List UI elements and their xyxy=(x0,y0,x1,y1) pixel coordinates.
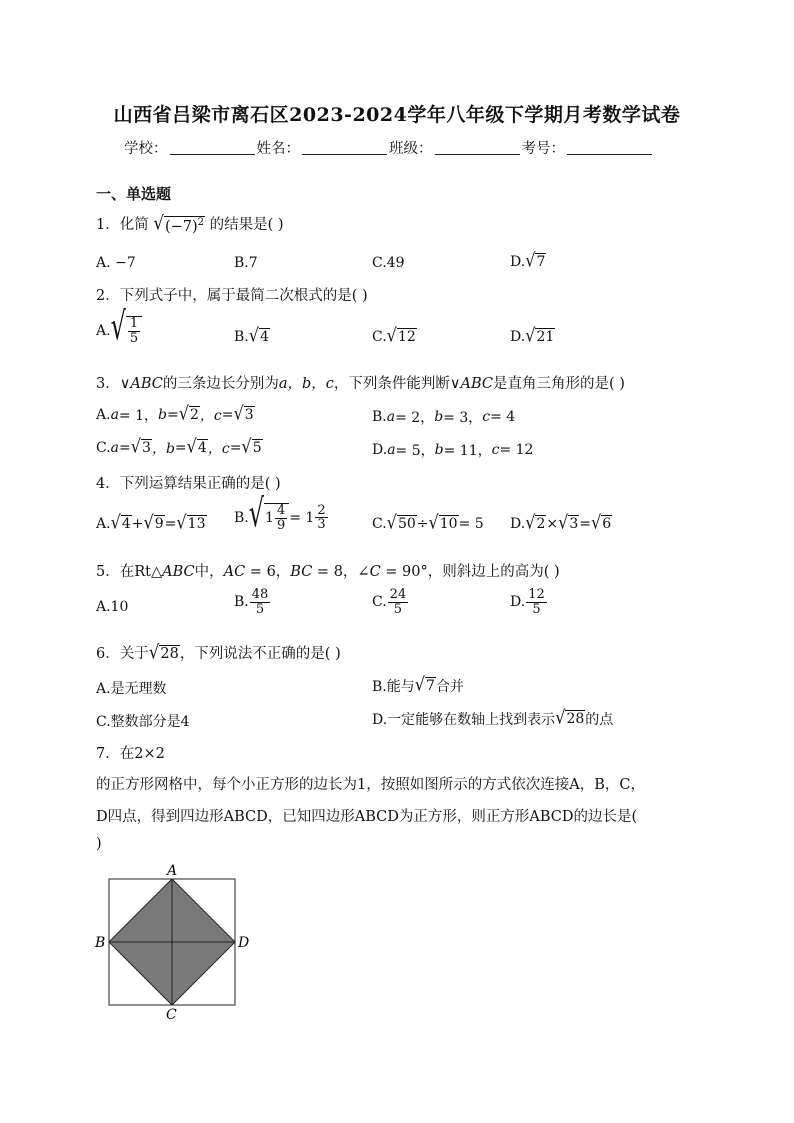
q3-option-b[interactable] xyxy=(372,407,515,427)
q3-b-var-c: c xyxy=(482,409,491,425)
q6-d-radicand: 28 xyxy=(566,711,585,728)
q1-suffix: 的结果是( ) xyxy=(209,217,284,233)
q2-d-radicand: 21 xyxy=(536,329,555,345)
q2-b-prefix: B. xyxy=(234,328,249,345)
q3-b-val-a: = 2， xyxy=(395,410,435,426)
q5-option-c[interactable] xyxy=(372,588,409,616)
q3-mid2: ，下列条件能判断∨ xyxy=(333,376,461,392)
q1-d-prefix: D. xyxy=(510,253,526,270)
question-5 xyxy=(96,560,560,581)
q3-a-radical-c: √ 3 xyxy=(233,402,254,425)
q5-suffix: = 90°，则斜边上的高为( ) xyxy=(380,564,560,580)
q4-c-prefix: C. xyxy=(372,515,387,532)
q3-a-radicand-b: 2 xyxy=(189,407,199,424)
q4-d-radicand-3: 6 xyxy=(602,516,612,532)
q4-b-result-numerator: 2 xyxy=(317,502,326,518)
q2-b-radical: √ 4 xyxy=(248,324,269,347)
q3-triangle-1: ABC xyxy=(130,376,163,392)
q4-d-prefix: D. xyxy=(510,515,526,532)
class-label: 班级： xyxy=(389,141,433,157)
q1-option-a[interactable]: A. −7 xyxy=(96,255,136,271)
q4-d-radical-3: √ 6 xyxy=(591,511,612,534)
q4-option-b[interactable] xyxy=(234,491,329,536)
q4-d-radical-2: √ 3 xyxy=(558,511,579,534)
number-blank[interactable] xyxy=(567,140,652,155)
question-7-line-1: 7．在2×2 xyxy=(96,746,165,762)
q2-c-radicand: 12 xyxy=(397,329,416,345)
question-4: 4．下列运算结果正确的是( ) xyxy=(96,476,281,492)
q3-mid: 的三条边长分别为 xyxy=(162,376,279,392)
q4-d-times: × xyxy=(546,515,559,532)
q3-option-d[interactable] xyxy=(372,440,533,460)
q3-d-val-c: = 12 xyxy=(499,442,534,458)
q4-b-whole: 1 xyxy=(265,510,274,527)
q5-ac: AC xyxy=(223,564,246,580)
q3-c-eq-a: = xyxy=(119,440,131,456)
q2-c-radical: √ 12 xyxy=(386,324,416,347)
q5-c-numerator: 24 xyxy=(389,587,407,602)
question-2: 2．下列式子中，属于最简二次根式的是( ) xyxy=(96,288,368,304)
q6-radical: √ 28 xyxy=(148,641,179,664)
q4-d-radical-1: √ 2 xyxy=(525,511,546,534)
q3-a-var-b: b xyxy=(158,407,167,423)
q4-a-radical-3: √ 13 xyxy=(176,511,206,534)
q5-bc: BC xyxy=(290,564,313,580)
q4-c-div: ÷ xyxy=(416,515,429,532)
q3-a-eq-c: = xyxy=(221,407,234,423)
q2-option-b[interactable] xyxy=(234,324,270,347)
q6-prefix: 6．关于 xyxy=(96,646,149,662)
name-blank[interactable] xyxy=(302,140,387,155)
name-label: 姓名： xyxy=(256,141,300,157)
q5-bc-val: = 8，∠ xyxy=(312,564,370,580)
q5-option-d[interactable] xyxy=(510,588,548,616)
q4-c-radical-2: √ 10 xyxy=(428,511,458,534)
q6-option-c[interactable]: C.整数部分是4 xyxy=(96,714,190,730)
q4-d-eq: = xyxy=(579,515,592,532)
q4-a-plus: + xyxy=(131,515,144,532)
q3-a-var-c: ，c xyxy=(199,408,222,424)
q3-b-var-b: b xyxy=(434,409,444,425)
q3-b-val-b: = 3， xyxy=(443,410,483,426)
page-title: 山西省吕梁市离石区2023-2024学年八年级下学期月考数学试卷 xyxy=(113,104,681,126)
q1-exponent: 2 xyxy=(197,217,205,228)
q6-suffix: ，下列说法不正确的是( ) xyxy=(179,646,341,662)
q1-radicand: (−7) xyxy=(164,218,198,235)
q3-prefix: 3．∨ xyxy=(96,376,131,392)
q4-a-prefix: A. xyxy=(96,515,111,532)
q3-c-var-a: a xyxy=(110,440,120,456)
q4-a-eq: = xyxy=(164,515,177,532)
question-1 xyxy=(96,213,284,236)
q3-a-val-a: = 1， xyxy=(118,408,159,424)
q3-c-radical-c: √ 5 xyxy=(241,435,262,458)
q4-a-radical-1: √ 4 xyxy=(110,511,131,534)
q5-mid: 中， xyxy=(194,564,224,580)
q4-b-denominator: 9 xyxy=(276,517,286,533)
q6-option-a[interactable]: A.是无理数 xyxy=(96,681,167,697)
q4-b-numerator: 4 xyxy=(276,503,286,518)
q2-a-denominator: 5 xyxy=(129,330,139,346)
q3-d-var-a: a xyxy=(387,442,396,458)
q3-c-eq-c: = xyxy=(229,440,242,456)
q6-radicand: 28 xyxy=(160,646,179,662)
school-blank[interactable] xyxy=(170,140,255,155)
q4-c-radical-1: √ 50 xyxy=(386,511,416,534)
q3-c-radical-b: √ 4 xyxy=(186,435,207,458)
class-blank[interactable] xyxy=(435,140,520,155)
q4-b-result-denominator: 3 xyxy=(317,517,326,533)
q4-a-radical-2: √ 9 xyxy=(143,511,164,534)
q3-a-prefix: A. xyxy=(96,407,111,423)
q2-option-d[interactable] xyxy=(510,324,555,347)
q3-b-val-c: = 4 xyxy=(490,409,516,425)
q2-a-prefix: A. xyxy=(96,322,111,339)
q5-triangle: ABC xyxy=(162,564,195,580)
q5-prefix: 5．在Rt△ xyxy=(96,564,163,580)
q4-d-radicand-2: 3 xyxy=(569,516,579,532)
q5-b-numerator: 48 xyxy=(251,587,269,602)
q1-radical: √ $(-7)^2$ xyxy=(153,212,205,235)
q3-triangle-2: ABC xyxy=(460,376,494,392)
q4-option-c[interactable] xyxy=(372,511,484,534)
q4-d-radicand-1: 2 xyxy=(536,516,546,532)
q5-ac-val: = 6， xyxy=(245,564,291,580)
q1-option-d[interactable] xyxy=(510,249,546,272)
q2-c-prefix: C. xyxy=(372,328,387,345)
q6-b-prefix: B.能与 xyxy=(372,679,415,695)
q6-b-radical: √ 7 xyxy=(414,673,435,696)
q5-angle-c: C xyxy=(369,564,381,580)
q2-option-a[interactable] xyxy=(96,304,142,349)
q6-option-d[interactable] xyxy=(372,706,614,729)
section-heading: 一、单选题 xyxy=(96,185,172,203)
q3-d-prefix: D. xyxy=(372,442,388,458)
q2-d-radical: √ 21 xyxy=(525,324,555,347)
q5-d-numerator: 12 xyxy=(528,587,545,602)
question-3 xyxy=(96,372,625,393)
student-info-row xyxy=(124,137,654,158)
q3-option-c[interactable] xyxy=(96,435,263,458)
question-7-line-4: ) xyxy=(96,836,102,852)
q3-option-a[interactable] xyxy=(96,402,255,425)
question-7-line-2: 的正方形网格中，每个小正方形的边长为1，按照如图所示的方式依次连接A，B，C， xyxy=(96,777,645,793)
q6-d-radical: √ 28 xyxy=(555,706,585,729)
question-7-line-3: D四点，得到四边形ABCD，已知四边形ABCD为正方形，则正方形ABCD的边长是( xyxy=(96,809,638,825)
q3-a-eq-b: = xyxy=(166,407,179,423)
square-grid-figure xyxy=(90,862,260,1024)
q5-c-denominator: 5 xyxy=(393,601,403,617)
q4-a-radicand-1: 4 xyxy=(121,516,131,532)
q2-option-c[interactable] xyxy=(372,324,417,347)
q4-option-d[interactable] xyxy=(510,511,612,534)
q6-d-suffix: 的点 xyxy=(585,712,614,728)
q4-c-radicand-1: 50 xyxy=(397,516,416,532)
q3-a-radicand-c: 3 xyxy=(244,407,254,424)
q3-c-radicand-c: 5 xyxy=(252,440,262,457)
q6-b-suffix: 合并 xyxy=(435,679,464,695)
q5-c-prefix: C. xyxy=(372,594,387,611)
q3-sides: a，b，c xyxy=(278,376,334,392)
q4-option-a[interactable] xyxy=(96,511,207,534)
q4-c-eq: = 5 xyxy=(458,515,484,532)
vertex-label-d: D xyxy=(238,935,250,951)
q6-d-prefix: D.一定能够在数轴上找到表示 xyxy=(372,712,556,728)
q2-a-radical: √ $\frac{1}{5}$ xyxy=(111,316,143,345)
q2-d-prefix: D. xyxy=(510,328,526,345)
q3-d-var-c: c xyxy=(491,442,500,458)
vertex-label-c: C xyxy=(166,1007,177,1023)
q5-option-a[interactable]: A.10 xyxy=(96,599,129,615)
q4-b-prefix: B. xyxy=(234,509,249,526)
q2-a-numerator: 1 xyxy=(129,316,139,331)
q3-b-var-a: a xyxy=(386,409,396,425)
q4-a-radicand-3: 13 xyxy=(187,516,206,532)
q4-a-radicand-2: 9 xyxy=(154,516,164,532)
q3-c-var-c: ，c xyxy=(207,441,230,457)
school-label: 学校： xyxy=(124,141,168,157)
q1-prefix: 1．化简 xyxy=(96,217,149,233)
vertex-label-a: A xyxy=(167,863,178,879)
q3-c-eq-b: = xyxy=(174,440,187,456)
q4-c-radicand-2: 10 xyxy=(439,516,458,532)
q3-c-radicand-a: 3 xyxy=(142,440,151,457)
q1-option-b[interactable]: B.7 xyxy=(234,255,258,271)
q3-d-val-b: = 11， xyxy=(443,443,492,459)
q1-d-radicand: 7 xyxy=(536,254,546,270)
q3-a-var-a: a xyxy=(110,407,119,423)
q2-b-radicand: 4 xyxy=(260,329,269,345)
vertex-label-b: B xyxy=(95,935,106,951)
q3-d-var-b: b xyxy=(434,442,444,458)
q5-b-prefix: B. xyxy=(234,594,249,611)
q3-a-radical-b: √ 2 xyxy=(178,402,199,425)
q4-b-radical: √ 1 $\frac{4}{9}$ xyxy=(249,503,290,532)
q3-b-prefix: B. xyxy=(372,409,387,425)
q3-c-var-b: ，b xyxy=(151,441,175,457)
q3-d-val-a: = 5， xyxy=(395,443,435,459)
q1-option-c[interactable]: C.49 xyxy=(372,255,405,271)
q1-d-radical: √ 7 xyxy=(525,249,546,272)
question-6 xyxy=(96,642,341,663)
q5-b-denominator: 5 xyxy=(255,601,265,617)
q5-d-denominator: 5 xyxy=(532,601,541,617)
q3-suffix: 是直角三角形的是( ) xyxy=(493,376,625,392)
q3-c-prefix: C. xyxy=(96,440,111,456)
q5-d-prefix: D. xyxy=(510,594,526,611)
q3-c-radicand-b: 4 xyxy=(197,440,207,457)
q4-b-eq: = 1 xyxy=(289,509,315,526)
q6-option-b[interactable] xyxy=(372,673,464,696)
q3-c-radical-a: √ 3 xyxy=(130,435,151,458)
q5-option-b[interactable] xyxy=(234,588,271,616)
q6-b-radicand: 7 xyxy=(426,678,435,695)
number-label: 考号： xyxy=(521,141,565,157)
